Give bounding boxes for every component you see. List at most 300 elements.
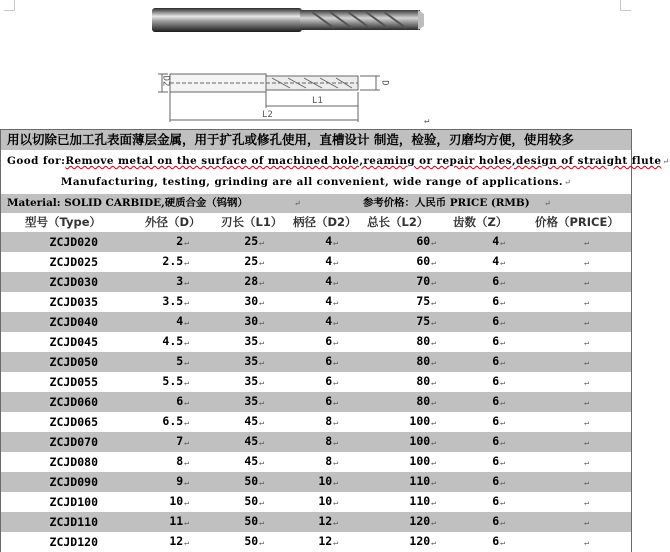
- header-price: 价格（PRICE）: [535, 215, 619, 229]
- cell-shank-diameter: [272, 532, 350, 552]
- paragraph-mark: ↵: [333, 418, 338, 427]
- paragraph-mark: ↵: [333, 318, 338, 327]
- paragraph-mark: ↵: [184, 498, 189, 507]
- product-illustration: [0, 0, 632, 128]
- cell-total-length-value: 120: [409, 534, 431, 548]
- cell-flute-count-value: 6: [492, 294, 500, 308]
- paragraph-mark: ↵: [563, 178, 572, 187]
- cell-type: [1, 332, 104, 352]
- paragraph-mark: ↵: [259, 338, 264, 347]
- cell-total-length-value: 80: [416, 394, 431, 408]
- cell-shank-diameter: [272, 352, 350, 372]
- paragraph-mark: ↵: [184, 318, 189, 327]
- cell-flute-count-value: 6: [492, 334, 500, 348]
- cell-flute-count-value: 6: [492, 314, 500, 328]
- cell-outer-diameter: [104, 432, 199, 452]
- cell-outer-diameter-value: 2: [176, 234, 184, 248]
- paragraph-mark: ↵: [259, 498, 264, 507]
- paragraph-mark: ↵: [184, 238, 189, 247]
- header-flute-length: 刃长（L1）: [221, 215, 283, 229]
- cell-flute-count: [448, 392, 519, 412]
- cell-shank-diameter-value: 4: [325, 294, 333, 308]
- cell-type: [1, 312, 104, 332]
- paragraph-mark: ↵: [259, 458, 264, 467]
- table-row: [1, 512, 631, 532]
- cell-type-value: ZCJD045: [49, 334, 98, 349]
- cell-total-length: [350, 492, 448, 512]
- cell-flute-length: [199, 272, 272, 292]
- cell-flute-count: [448, 352, 519, 372]
- table-row: [1, 312, 631, 332]
- paragraph-mark: ↵: [584, 238, 589, 247]
- paragraph-mark: ↵: [584, 358, 589, 367]
- cell-flute-count: [448, 252, 519, 272]
- paragraph-mark: ↵: [584, 458, 589, 467]
- material-return-mark: ↵: [294, 199, 301, 208]
- cell-shank-diameter-value: 4: [325, 234, 333, 248]
- cell-flute-length: [199, 532, 272, 552]
- paragraph-mark: ↵: [431, 438, 436, 447]
- cell-outer-diameter: [104, 292, 199, 312]
- cell-flute-length: [199, 232, 272, 252]
- cell-flute-count-value: 6: [492, 534, 500, 548]
- cell-shank-diameter: [272, 432, 350, 452]
- paragraph-mark: ↵: [333, 258, 338, 267]
- cell-flute-length-value: 30: [244, 314, 259, 328]
- cell-flute-length: [199, 472, 272, 492]
- spec-table: [1, 232, 631, 552]
- cell-type: [1, 372, 104, 392]
- cell-type-value: ZCJD090: [49, 474, 98, 489]
- header-outer-diameter: 外径（D）: [145, 215, 201, 229]
- cell-flute-count-value: 6: [492, 474, 500, 488]
- cell-type-value: ZCJD040: [49, 314, 98, 329]
- cell-total-length: [350, 312, 448, 332]
- cell-total-length-value: 80: [416, 334, 431, 348]
- paragraph-mark: ↵: [500, 298, 505, 307]
- cell-type-value: ZCJD120: [49, 534, 98, 549]
- material-line: [1, 194, 631, 213]
- paragraph-mark: ↵: [500, 378, 505, 387]
- cell-type-value: ZCJD110: [49, 514, 98, 529]
- paragraph-mark: ↵: [333, 538, 338, 547]
- cell-price: [519, 312, 631, 332]
- cell-price: [519, 432, 631, 452]
- paragraph-mark: ↵: [584, 378, 589, 387]
- cell-type-value: ZCJD035: [49, 294, 98, 309]
- cell-flute-count: [448, 512, 519, 532]
- cell-outer-diameter: [104, 232, 199, 252]
- header-type: 型号（Type）: [25, 215, 102, 229]
- cell-flute-count: [448, 532, 519, 552]
- cell-shank-diameter-value: 4: [325, 274, 333, 288]
- cell-flute-count: [448, 372, 519, 392]
- cell-type-value: ZCJD065: [49, 414, 98, 429]
- cell-flute-count: [448, 312, 519, 332]
- table-row: [1, 392, 631, 412]
- paragraph-mark: ↵: [184, 298, 189, 307]
- cell-total-length-value: 110: [409, 494, 431, 508]
- page-corner-mark-right: [620, 0, 631, 11]
- cell-flute-count: [448, 412, 519, 432]
- cell-total-length-value: 100: [409, 414, 431, 428]
- page-corner-mark-left: [4, 0, 15, 11]
- cell-total-length-value: 80: [416, 374, 431, 388]
- cell-type-value: ZCJD060: [49, 394, 98, 409]
- cell-shank-diameter-value: 10: [318, 494, 333, 508]
- cell-shank-diameter-value: 6: [325, 374, 333, 388]
- cell-type-value: ZCJD050: [49, 354, 98, 369]
- table-row: [1, 432, 631, 452]
- cell-type: [1, 352, 104, 372]
- paragraph-mark: ↵: [431, 518, 436, 527]
- cell-flute-count: [448, 432, 519, 452]
- dimension-label-d2: D2: [160, 75, 171, 87]
- paragraph-mark: ↵: [333, 238, 338, 247]
- paragraph-mark: ↵: [431, 298, 436, 307]
- cell-shank-diameter: [272, 492, 350, 512]
- cell-outer-diameter: [104, 512, 199, 532]
- cell-shank-diameter-value: 12: [318, 514, 333, 528]
- paragraph-mark: ↵: [184, 518, 189, 527]
- paragraph-mark: ↵: [584, 318, 589, 327]
- paragraph-mark: ↵: [184, 478, 189, 487]
- cell-flute-length-value: 25: [244, 234, 259, 248]
- cell-flute-count: [448, 332, 519, 352]
- paragraph-mark: ↵: [333, 298, 338, 307]
- paragraph-mark: ↵: [259, 518, 264, 527]
- cell-total-length-value: 80: [416, 354, 431, 368]
- cell-type: [1, 532, 104, 552]
- cell-shank-diameter: [272, 372, 350, 392]
- paragraph-mark: ↵: [584, 518, 589, 527]
- paragraph-mark: ↵: [259, 438, 264, 447]
- cell-total-length: [350, 472, 448, 492]
- cell-flute-length: [199, 352, 272, 372]
- paragraph-mark: ↵: [333, 498, 338, 507]
- cell-type: [1, 432, 104, 452]
- paragraph-mark: ↵: [500, 338, 505, 347]
- cell-shank-diameter-value: 8: [325, 434, 333, 448]
- cell-outer-diameter: [104, 412, 199, 432]
- paragraph-mark: ↵: [333, 278, 338, 287]
- paragraph-mark: ↵: [184, 438, 189, 447]
- good-for-label: Good for:: [7, 155, 66, 167]
- cell-type: [1, 472, 104, 492]
- cell-type: [1, 412, 104, 432]
- cell-outer-diameter-value: 8: [176, 454, 184, 468]
- cell-flute-length: [199, 332, 272, 352]
- cell-flute-count: [448, 472, 519, 492]
- spec-table-body: [1, 232, 631, 552]
- paragraph-mark: ↵: [333, 358, 338, 367]
- cell-shank-diameter-value: 4: [325, 314, 333, 328]
- paragraph-mark: ↵: [500, 238, 505, 247]
- paragraph-mark: ↵: [500, 518, 505, 527]
- table-row: [1, 232, 631, 252]
- cell-flute-count-value: 6: [492, 434, 500, 448]
- cell-type: [1, 452, 104, 472]
- cell-outer-diameter-value: 5: [176, 354, 184, 368]
- cell-flute-length-value: 50: [244, 534, 259, 548]
- cell-total-length: [350, 452, 448, 472]
- paragraph-mark: ↵: [584, 298, 589, 307]
- cell-shank-diameter-value: 10: [318, 474, 333, 488]
- paragraph-mark: ↵: [431, 338, 436, 347]
- paragraph-mark: ↵: [259, 478, 264, 487]
- cell-flute-count-value: 4: [492, 234, 500, 248]
- paragraph-mark: ↵: [333, 378, 338, 387]
- cell-flute-length-value: 35: [244, 394, 259, 408]
- cell-flute-length-value: 50: [244, 514, 259, 528]
- paragraph-mark: ↵: [333, 398, 338, 407]
- manufacturing-text: Manufacturing, testing, grinding are all convenient, wide range of applications.: [60, 176, 563, 188]
- cell-flute-count-value: 6: [492, 274, 500, 288]
- paragraph-mark: ↵: [259, 238, 264, 247]
- paragraph-mark: ↵: [259, 258, 264, 267]
- cell-price: [519, 412, 631, 432]
- cell-total-length: [350, 412, 448, 432]
- paragraph-mark: ↵: [431, 378, 436, 387]
- cell-flute-length: [199, 492, 272, 512]
- table-row: [1, 252, 631, 272]
- cell-total-length-value: 75: [416, 314, 431, 328]
- table-row: [1, 532, 631, 552]
- paragraph-mark: ↵: [584, 438, 589, 447]
- cell-shank-diameter-value: 6: [325, 394, 333, 408]
- cell-flute-count-value: 6: [492, 374, 500, 388]
- cell-type-value: ZCJD025: [49, 254, 98, 269]
- paragraph-mark: ↵: [424, 116, 430, 126]
- cell-shank-diameter: [272, 472, 350, 492]
- paragraph-mark: ↵: [431, 238, 436, 247]
- cell-total-length-value: 60: [416, 234, 431, 248]
- price-return-mark: ↵: [544, 199, 551, 208]
- cell-shank-diameter: [272, 512, 350, 532]
- cell-flute-count: [448, 492, 519, 512]
- header-total-length: 总长（L2）: [367, 215, 429, 229]
- cell-flute-length-value: 50: [244, 474, 259, 488]
- cell-total-length-value: 100: [409, 454, 431, 468]
- cell-flute-count: [448, 292, 519, 312]
- paragraph-mark: ↵: [584, 278, 589, 287]
- cell-outer-diameter-value: 10: [169, 494, 184, 508]
- cell-total-length: [350, 232, 448, 252]
- paragraph-mark: ↵: [184, 398, 189, 407]
- cell-total-length: [350, 532, 448, 552]
- paragraph-mark: ↵: [431, 478, 436, 487]
- header-flute-count: 齿数（Z）: [453, 215, 508, 229]
- cell-total-length-value: 100: [409, 434, 431, 448]
- paragraph-mark: ↵: [259, 358, 264, 367]
- cell-type-value: ZCJD020: [49, 234, 98, 249]
- cell-flute-count-value: 6: [492, 454, 500, 468]
- paragraph-mark: ↵: [500, 278, 505, 287]
- paragraph-mark: ↵: [184, 338, 189, 347]
- cell-shank-diameter-value: 6: [325, 354, 333, 368]
- cell-total-length-value: 110: [409, 474, 431, 488]
- cell-flute-count: [448, 232, 519, 252]
- paragraph-mark: ↵: [500, 478, 505, 487]
- cell-flute-length: [199, 372, 272, 392]
- material-text: Material: SOLID CARBIDE,硬质合金（钨钢）: [7, 197, 248, 209]
- paragraph-mark: ↵: [584, 498, 589, 507]
- cell-type: [1, 232, 104, 252]
- cell-flute-count-value: 6: [492, 354, 500, 368]
- cell-type-value: ZCJD055: [49, 374, 98, 389]
- cell-outer-diameter: [104, 392, 199, 412]
- cell-flute-length-value: 35: [244, 354, 259, 368]
- cell-outer-diameter: [104, 532, 199, 552]
- cell-flute-count-value: 6: [492, 494, 500, 508]
- cell-flute-length: [199, 412, 272, 432]
- paragraph-mark: ↵: [259, 378, 264, 387]
- cell-flute-length: [199, 392, 272, 412]
- table-row: [1, 372, 631, 392]
- paragraph-mark: ↵: [500, 498, 505, 507]
- cell-shank-diameter: [272, 292, 350, 312]
- cell-price: [519, 352, 631, 372]
- cell-flute-length: [199, 312, 272, 332]
- paragraph-mark: ↵: [431, 538, 436, 547]
- cell-price: [519, 292, 631, 312]
- cell-total-length-value: 60: [416, 254, 431, 268]
- paragraph-mark: ↵: [431, 398, 436, 407]
- cell-flute-count: [448, 452, 519, 472]
- paragraph-mark: ↵: [500, 458, 505, 467]
- paragraph-mark: ↵: [431, 358, 436, 367]
- cell-price: [519, 492, 631, 512]
- paragraph-mark: ↵: [259, 278, 264, 287]
- table-row: [1, 472, 631, 492]
- cell-flute-count-value: 6: [492, 514, 500, 528]
- cell-flute-length-value: 45: [244, 414, 259, 428]
- cell-outer-diameter-value: 6: [176, 394, 184, 408]
- paragraph-mark: ↵: [333, 438, 338, 447]
- cell-type-value: ZCJD030: [49, 274, 98, 289]
- cell-flute-count-value: 6: [492, 414, 500, 428]
- reamer-photo: [152, 8, 424, 32]
- table-row: [1, 412, 631, 432]
- cell-shank-diameter: [272, 232, 350, 252]
- reamer-images: [0, 0, 632, 128]
- description-title: 用以切除已加工孔表面薄层金属，用于扩孔或修孔使用，直槽设计 制造，检验，刃磨均方便，使用较多: [1, 129, 631, 150]
- cell-outer-diameter: [104, 492, 199, 512]
- cell-outer-diameter-value: 6.5: [162, 414, 184, 428]
- dimension-label-l1: L1: [312, 96, 323, 106]
- paragraph-mark: ↵: [500, 318, 505, 327]
- paragraph-mark: ↵: [584, 338, 589, 347]
- cell-outer-diameter: [104, 252, 199, 272]
- cell-flute-length-value: 45: [244, 434, 259, 448]
- cell-outer-diameter-value: 4: [176, 314, 184, 328]
- cell-price: [519, 472, 631, 492]
- cell-flute-length-value: 25: [244, 254, 259, 268]
- table-row: [1, 272, 631, 292]
- cell-price: [519, 512, 631, 532]
- cell-total-length-value: 70: [416, 274, 431, 288]
- cell-shank-diameter: [272, 392, 350, 412]
- manufacturing-line: [1, 172, 631, 194]
- cell-price: [519, 332, 631, 352]
- cell-total-length: [350, 332, 448, 352]
- cell-price: [519, 392, 631, 412]
- cell-outer-diameter-value: 12: [169, 534, 184, 548]
- paragraph-mark: ↵: [333, 478, 338, 487]
- paragraph-mark: ↵: [184, 538, 189, 547]
- cell-flute-length-value: 30: [244, 294, 259, 308]
- paragraph-mark: ↵: [584, 538, 589, 547]
- paragraph-mark: ↵: [431, 278, 436, 287]
- table-header-row: [1, 213, 631, 232]
- paragraph-mark: ↵: [584, 258, 589, 267]
- cell-flute-length: [199, 292, 272, 312]
- cell-total-length-value: 75: [416, 294, 431, 308]
- cell-type: [1, 252, 104, 272]
- table-row: [1, 492, 631, 512]
- cell-type: [1, 292, 104, 312]
- cell-total-length: [350, 512, 448, 532]
- cell-type-value: ZCJD070: [49, 434, 98, 449]
- cell-flute-length: [199, 512, 272, 532]
- cell-total-length: [350, 352, 448, 372]
- paragraph-mark: ↵: [259, 298, 264, 307]
- cell-flute-count-value: 4: [492, 254, 500, 268]
- paragraph-mark: ↵: [259, 418, 264, 427]
- table-row: [1, 452, 631, 472]
- cell-flute-count: [448, 272, 519, 292]
- paragraph-mark: ↵: [431, 498, 436, 507]
- paragraph-mark: ↵: [431, 458, 436, 467]
- cell-outer-diameter-value: 2.5: [162, 254, 184, 268]
- paragraph-mark: ↵: [584, 398, 589, 407]
- cell-outer-diameter-value: 11: [169, 514, 184, 528]
- paragraph-mark: ↵: [500, 438, 505, 447]
- cell-shank-diameter: [272, 272, 350, 292]
- cell-outer-diameter-value: 3: [176, 274, 184, 288]
- cell-outer-diameter-value: 3.5: [162, 294, 184, 308]
- cell-type-value: ZCJD080: [49, 454, 98, 469]
- paragraph-mark: ↵: [259, 318, 264, 327]
- paragraph-mark: ↵: [500, 258, 505, 267]
- cell-outer-diameter-value: 5.5: [162, 374, 184, 388]
- cell-outer-diameter: [104, 272, 199, 292]
- cell-total-length: [350, 292, 448, 312]
- cell-type: [1, 492, 104, 512]
- cell-shank-diameter: [272, 312, 350, 332]
- paragraph-mark: ↵: [431, 318, 436, 327]
- table-row: [1, 292, 631, 312]
- cell-shank-diameter: [272, 252, 350, 272]
- dimension-label-l2: L2: [262, 110, 273, 120]
- paragraph-mark: ↵: [584, 478, 589, 487]
- cell-type-value: ZCJD100: [49, 494, 98, 509]
- cell-flute-length-value: 45: [244, 454, 259, 468]
- cell-total-length: [350, 272, 448, 292]
- paragraph-mark: ↵: [662, 157, 670, 166]
- cell-flute-length: [199, 452, 272, 472]
- cell-shank-diameter: [272, 412, 350, 432]
- paragraph-mark: ↵: [333, 338, 338, 347]
- cell-outer-diameter: [104, 452, 199, 472]
- cell-total-length: [350, 392, 448, 412]
- cell-price: [519, 452, 631, 472]
- cell-outer-diameter-value: 7: [176, 434, 184, 448]
- cell-flute-count-value: 6: [492, 394, 500, 408]
- paragraph-mark: ↵: [500, 418, 505, 427]
- dimension-label-d: D: [379, 80, 390, 86]
- cell-flute-length-value: 35: [244, 374, 259, 388]
